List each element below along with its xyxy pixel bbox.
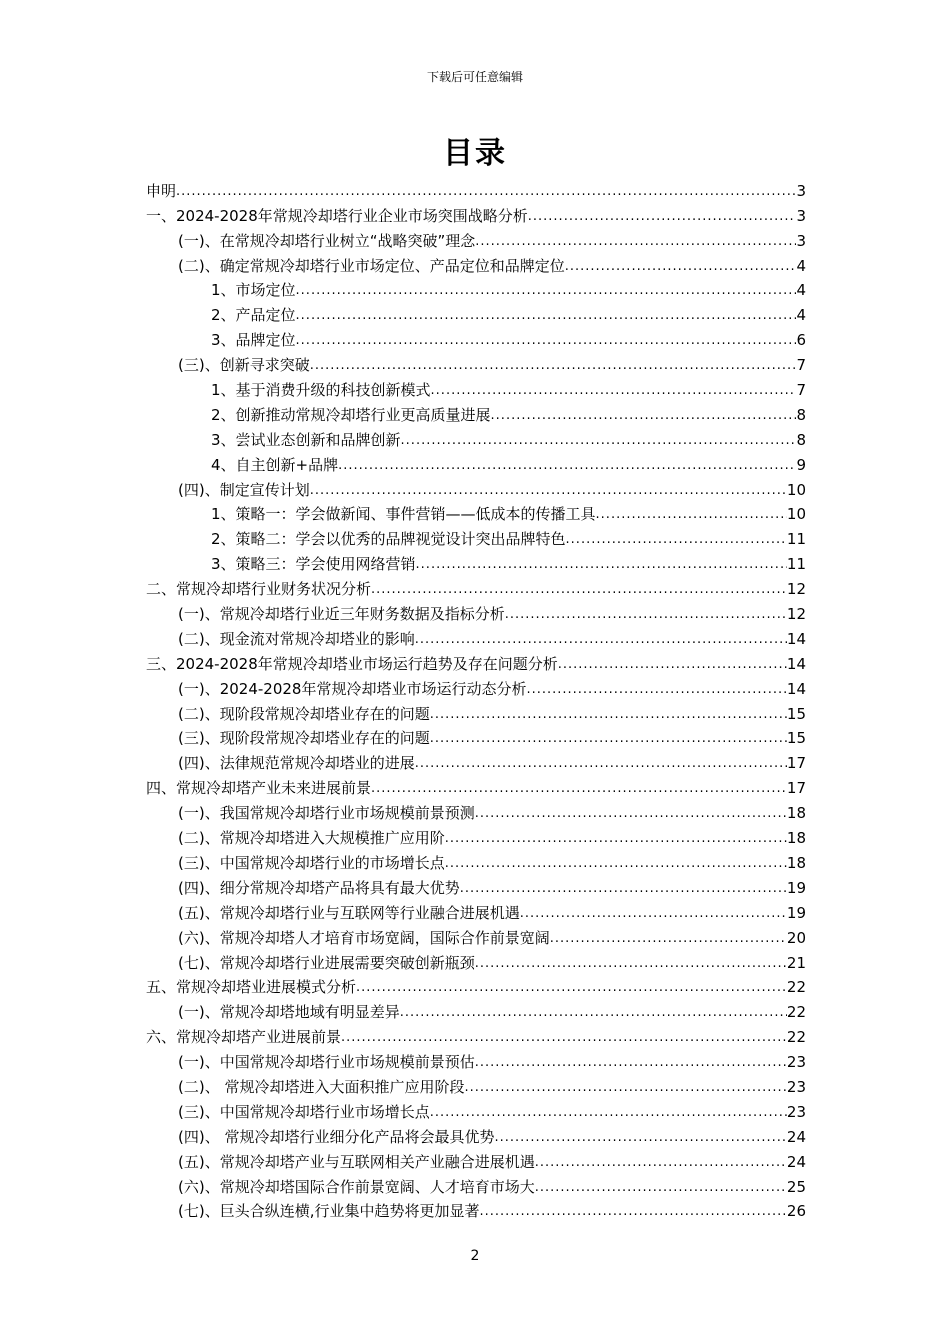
toc-entry[interactable] (146, 425, 806, 450)
toc-entry-page: 20 (786, 928, 806, 947)
toc-entry-page: 10 (786, 480, 806, 499)
toc-entry-label: (一)、常规冷却塔地域有明显差异 (178, 1003, 400, 1022)
toc-leader-dots (431, 382, 797, 400)
toc-entry-label: 申明 (146, 181, 177, 200)
toc-entry-label: (五)、常规冷却塔行业与互联网等行业融合进展机遇 (178, 903, 520, 922)
toc-leader-dots (430, 730, 787, 748)
toc-entry-page: 19 (786, 903, 806, 922)
toc-leader-dots (505, 606, 787, 624)
toc-entry-label: (一)、在常规冷却塔行业树立“战略突破”理念 (178, 231, 476, 250)
toc-entry[interactable] (146, 176, 806, 201)
toc-entry[interactable] (146, 649, 806, 674)
toc-entry-page: 24 (786, 1127, 806, 1146)
toc-leader-dots (371, 780, 787, 798)
toc-title: 目录 (443, 136, 507, 171)
toc-leader-dots (430, 1104, 787, 1122)
toc-entry-label: 1、市场定位 (211, 281, 296, 300)
toc-leader-dots (565, 258, 797, 276)
toc-entry-label: 3、策略三：学会使用网络营销 (211, 555, 416, 574)
toc-leader-dots (494, 1129, 786, 1147)
toc-entry[interactable] (146, 724, 806, 749)
toc-leader-dots (296, 307, 797, 325)
toc-entry-page: 24 (786, 1152, 806, 1171)
toc-entry-label: 一、2024-2028年常规冷却塔行业企业市场突围战略分析 (146, 206, 528, 225)
toc-leader-dots (176, 183, 796, 201)
toc-entry-page: 3 (796, 231, 806, 250)
toc-entry-label: (三)、现阶段常规冷却塔业存在的问题 (178, 729, 430, 748)
toc-entry-page: 4 (796, 306, 806, 325)
toc-entry-label: 4、自主创新+品牌 (211, 455, 339, 474)
toc-entry-label: (四)、 常规冷却塔行业细分化产品将会最具优势 (178, 1127, 495, 1146)
toc-entry-label: (四)、细分常规冷却塔产品将具有最大优势 (178, 878, 460, 897)
toc-entry[interactable] (146, 350, 806, 375)
toc-entry-page: 10 (786, 505, 806, 524)
toc-entry-page: 22 (786, 1028, 806, 1047)
toc-leader-dots (401, 432, 797, 450)
toc-entry[interactable] (146, 624, 806, 649)
toc-entry-label: (一)、中国常规冷却塔行业市场规模前景预估 (178, 1053, 475, 1072)
toc-entry-label: 2、创新推动常规冷却塔行业更高质量进展 (211, 405, 491, 424)
toc-entry[interactable] (146, 524, 806, 549)
toc-entry-page: 4 (796, 256, 806, 275)
toc-entry-page: 22 (786, 1003, 806, 1022)
toc-entry-page: 23 (786, 1102, 806, 1121)
toc-leader-dots (535, 1179, 787, 1197)
toc-leader-dots (430, 706, 787, 724)
toc-entry-page: 17 (786, 754, 806, 773)
toc-entry-page: 18 (786, 804, 806, 823)
toc-leader-dots (520, 905, 787, 923)
toc-leader-dots (356, 979, 787, 997)
toc-leader-dots (296, 282, 797, 300)
toc-entry[interactable] (146, 923, 806, 948)
toc-entry[interactable] (146, 898, 806, 923)
toc-leader-dots (475, 233, 796, 251)
toc-leader-dots (371, 581, 787, 599)
toc-entry-label: (一)、2024-2028年常规冷却塔业市场运行动态分析 (178, 679, 527, 698)
toc-entry-label: (四)、制定宣传计划 (178, 480, 310, 499)
toc-entry[interactable] (146, 823, 806, 848)
toc-entry-page: 15 (786, 704, 806, 723)
toc-entry-label: 四、常规冷却塔产业未来进展前景 (146, 779, 372, 798)
toc-entry[interactable] (146, 325, 806, 350)
toc-entry-page: 26 (786, 1202, 806, 1221)
toc-entry-page: 14 (786, 629, 806, 648)
toc-entry-label: (二)、现金流对常规冷却塔业的影响 (178, 629, 415, 648)
toc-entry[interactable] (146, 997, 806, 1022)
toc-entry-label: (四)、法律规范常规冷却塔业的进展 (178, 754, 415, 773)
toc-leader-dots (550, 930, 787, 948)
page-number: 2 (470, 1248, 480, 1264)
toc-entry-page: 11 (786, 555, 806, 574)
toc-entry[interactable] (146, 500, 806, 525)
toc-entry-page: 18 (786, 829, 806, 848)
toc-entry-label: (六)、常规冷却塔国际合作前景宽阔、人才培育市场大 (178, 1177, 535, 1196)
toc-entry-label: 2、产品定位 (211, 306, 296, 325)
toc-leader-dots (415, 755, 787, 773)
toc-leader-dots (535, 1154, 787, 1172)
toc-entry-label: 1、策略一：学会做新闻、事件营销——低成本的传播工具 (211, 505, 596, 524)
toc-entry-page: 6 (796, 331, 806, 350)
toc-leader-dots (445, 855, 787, 873)
toc-entry-label: 二、常规冷却塔行业财务状况分析 (146, 580, 372, 599)
toc-entry[interactable] (146, 1022, 806, 1047)
toc-entry[interactable] (146, 699, 806, 724)
toc-entry-page: 9 (796, 455, 806, 474)
toc-entry-page: 14 (786, 654, 806, 673)
toc-entry-label: 2、策略二：学会以优秀的品牌视觉设计突出品牌特色 (211, 530, 566, 549)
toc-entry-page: 19 (786, 878, 806, 897)
toc-entry[interactable] (146, 674, 806, 699)
toc-entry-label: 3、品牌定位 (211, 331, 296, 350)
toc-entry[interactable] (146, 226, 806, 251)
toc-entry[interactable] (146, 1122, 806, 1147)
toc-entry-page: 18 (786, 853, 806, 872)
toc-entry-page: 8 (796, 430, 806, 449)
toc-leader-dots (475, 805, 787, 823)
toc-entry-label: (三)、中国常规冷却塔行业的市场增长点 (178, 853, 445, 872)
table-of-contents (146, 176, 806, 1221)
toc-entry-page: 12 (786, 580, 806, 599)
toc-entry-label: (三)、中国常规冷却塔行业市场增长点 (178, 1102, 430, 1121)
toc-entry-page: 21 (786, 953, 806, 972)
toc-entry-label: (二)、现阶段常规冷却塔业存在的问题 (178, 704, 430, 723)
toc-entry[interactable] (146, 251, 806, 276)
toc-entry[interactable] (146, 773, 806, 798)
toc-leader-dots (528, 208, 797, 226)
toc-leader-dots (491, 407, 797, 425)
page-header: 下载后可任意编辑 (426, 70, 523, 84)
toc-leader-dots (460, 880, 787, 898)
toc-leader-dots (464, 1079, 786, 1097)
toc-entry-page: 22 (786, 978, 806, 997)
toc-leader-dots (400, 1004, 787, 1022)
toc-entry[interactable] (146, 798, 806, 823)
toc-entry-page: 12 (786, 605, 806, 624)
toc-entry-page: 15 (786, 729, 806, 748)
toc-entry[interactable] (146, 599, 806, 624)
toc-leader-dots (416, 556, 787, 574)
toc-entry[interactable] (146, 276, 806, 301)
toc-entry[interactable] (146, 848, 806, 873)
toc-entry-page: 7 (796, 381, 806, 400)
toc-leader-dots (310, 357, 797, 375)
toc-leader-dots (296, 332, 797, 350)
toc-entry[interactable] (146, 873, 806, 898)
toc-entry[interactable] (146, 475, 806, 500)
toc-entry-label: (三)、创新寻求突破 (178, 356, 310, 375)
toc-entry[interactable] (146, 300, 806, 325)
toc-entry-label: 五、常规冷却塔业进展模式分析 (146, 978, 357, 997)
toc-entry[interactable] (146, 201, 806, 226)
toc-entry[interactable] (146, 1047, 806, 1072)
toc-entry-page: 25 (786, 1177, 806, 1196)
toc-leader-dots (566, 531, 787, 549)
toc-entry-page: 11 (786, 530, 806, 549)
toc-entry[interactable] (146, 400, 806, 425)
toc-entry[interactable] (146, 748, 806, 773)
toc-entry[interactable] (146, 450, 806, 475)
toc-entry-page: 14 (786, 679, 806, 698)
toc-entry[interactable] (146, 1072, 806, 1097)
toc-entry-label: (一)、常规冷却塔行业近三年财务数据及指标分析 (178, 605, 505, 624)
toc-leader-dots (475, 955, 787, 973)
toc-entry[interactable] (146, 1097, 806, 1122)
toc-entry-label: (二)、 常规冷却塔进入大面积推广应用阶段 (178, 1077, 465, 1096)
toc-entry-page: 17 (786, 779, 806, 798)
toc-entry-label: 1、基于消费升级的科技创新模式 (211, 381, 431, 400)
toc-entry-label: (五)、常规冷却塔产业与互联网相关产业融合进展机遇 (178, 1152, 535, 1171)
toc-entry-page: 4 (796, 281, 806, 300)
toc-leader-dots (558, 656, 787, 674)
toc-leader-dots (479, 1203, 786, 1221)
toc-entry-label: 3、尝试业态创新和品牌创新 (211, 430, 401, 449)
toc-leader-dots (445, 830, 787, 848)
toc-entry-page: 23 (786, 1077, 806, 1096)
toc-entry[interactable] (146, 549, 806, 574)
toc-entry-page: 8 (796, 405, 806, 424)
toc-entry[interactable] (146, 1147, 806, 1172)
toc-leader-dots (338, 457, 796, 475)
toc-entry-label: (七)、巨头合纵连横,行业集中趋势将更加显著 (178, 1202, 480, 1221)
toc-entry-label: 六、常规冷却塔产业进展前景 (146, 1028, 342, 1047)
toc-entry[interactable] (146, 948, 806, 973)
toc-leader-dots (475, 1054, 787, 1072)
toc-entry[interactable] (146, 1172, 806, 1197)
toc-leader-dots (310, 482, 787, 500)
toc-entry-label: (二)、常规冷却塔进入大规模推广应用阶 (178, 829, 445, 848)
toc-leader-dots (596, 506, 787, 524)
toc-entry[interactable] (146, 574, 806, 599)
toc-entry-label: (七)、常规冷却塔行业进展需要突破创新瓶颈 (178, 953, 475, 972)
toc-leader-dots (415, 631, 787, 649)
toc-leader-dots (526, 681, 786, 699)
toc-entry-page: 3 (796, 181, 806, 200)
toc-entry-label: 三、2024-2028年常规冷却塔业市场运行趋势及存在问题分析 (146, 654, 558, 673)
toc-entry-page: 3 (796, 206, 806, 225)
toc-entry[interactable] (146, 973, 806, 998)
toc-entry-label: (六)、常规冷却塔人才培育市场宽阔，国际合作前景宽阔 (178, 928, 550, 947)
toc-entry-label: (二)、确定常规冷却塔行业市场定位、产品定位和品牌定位 (178, 256, 565, 275)
toc-entry[interactable] (146, 375, 806, 400)
toc-entry-page: 7 (796, 356, 806, 375)
toc-leader-dots (341, 1029, 787, 1047)
toc-entry[interactable] (146, 1197, 806, 1222)
toc-entry-page: 23 (786, 1053, 806, 1072)
toc-entry-label: (一)、我国常规冷却塔行业市场规模前景预测 (178, 804, 475, 823)
